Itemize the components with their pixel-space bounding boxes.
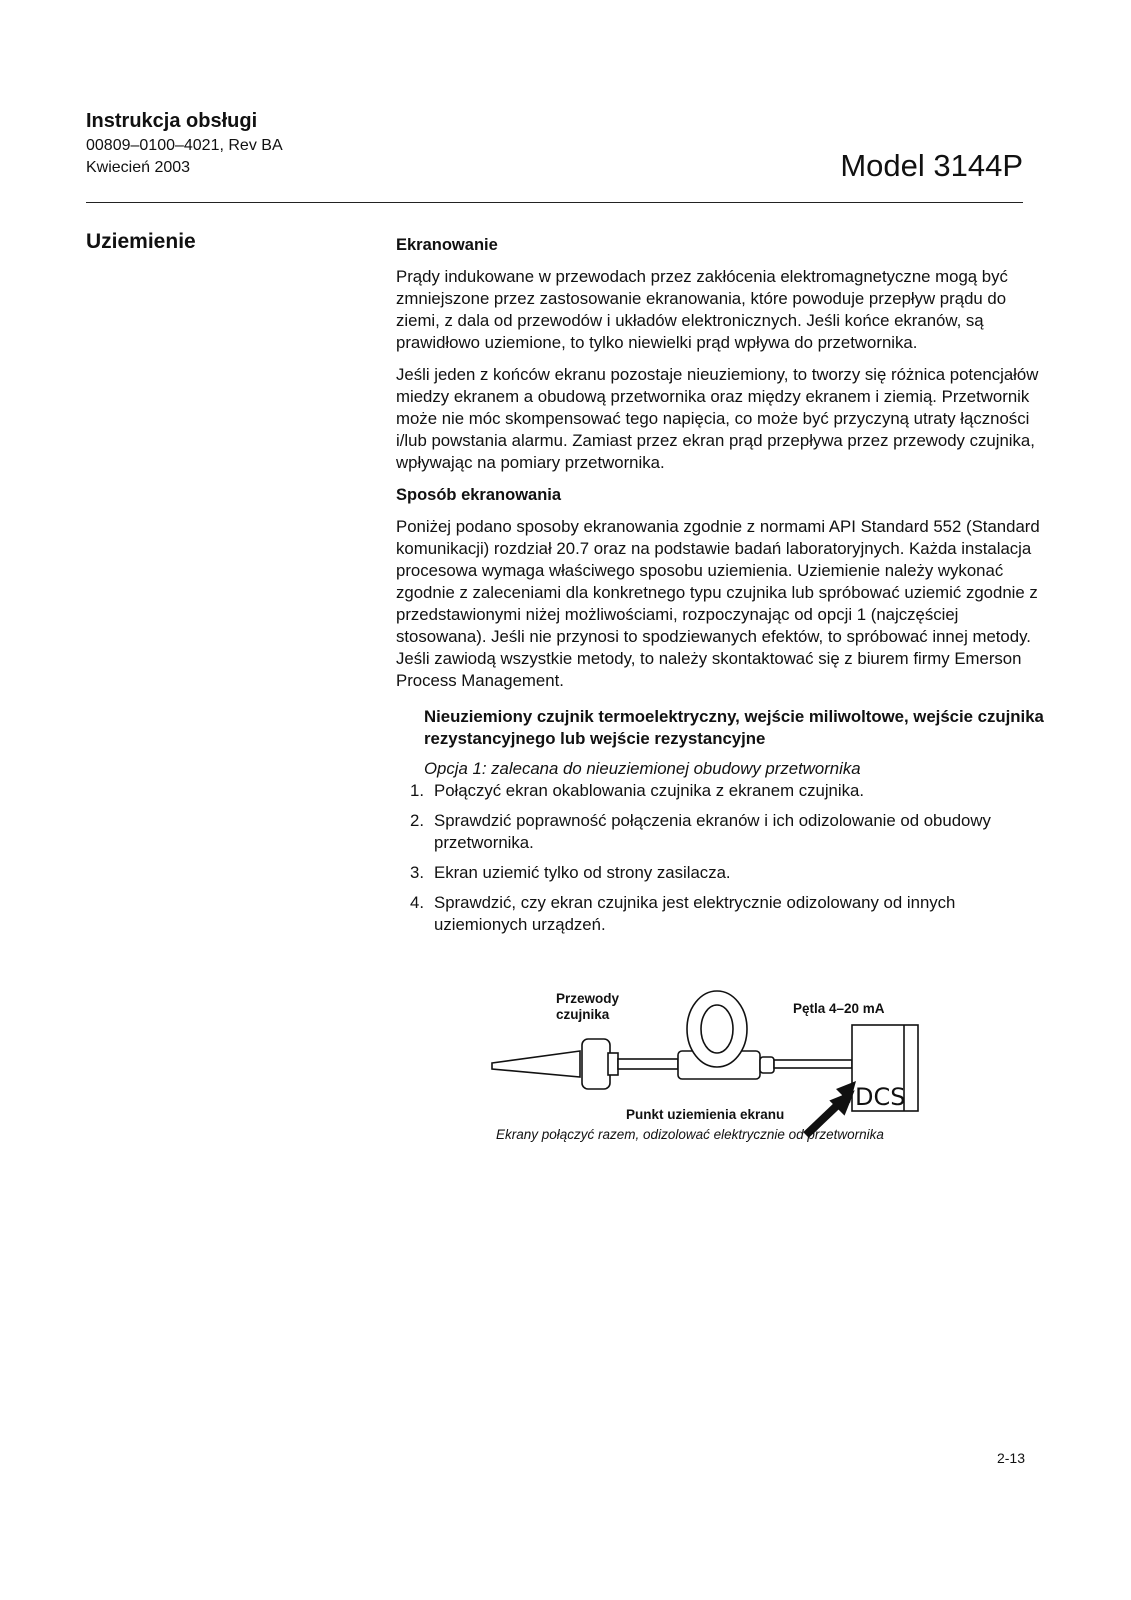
- label-ground-point: Punkt uziemienia ekranu: [626, 1107, 785, 1122]
- label-wires: Przewody czujnika: [556, 991, 620, 1022]
- diagram-caption: Ekrany połączyć razem, odizolować elektrycznie od przetwornika: [496, 1127, 884, 1142]
- sensor-probe: [492, 1051, 580, 1077]
- list-item: 1. Połączyć ekran okablowania czujnika z ekranem czujnika.: [410, 781, 864, 800]
- page-number: 2-13: [996, 1450, 1025, 1466]
- sensor-head: [582, 1039, 610, 1089]
- grounding-diagram: [490, 985, 930, 1145]
- label-loop: Pętla 4–20 mA: [793, 1001, 885, 1016]
- shielding-heading: Ekranowanie: [396, 236, 498, 254]
- header-rule: [86, 202, 1023, 203]
- method-heading: Sposób ekranowania: [396, 486, 562, 504]
- shielding-para-1: Prądy indukowane w przewodach przez zakłócenia elektromagnetyczne mogą być zmniejszone przez zastosowanie ekranowania, które powoduje przepływ prądu do ziemi, z dala od przewodów i układów elektronicznych. Jeśli końce ekranów, są prawidłowo uziemione, to tylko niewielki prąd wpływa do przetwornika.: [396, 267, 1008, 352]
- section-title: Uziemienie: [86, 230, 196, 253]
- shielding-para-2: Jeśli jeden z końców ekranu pozostaje nieuziemiony, to tworzy się różnica potencjałów miedzy ekranem a obudową przetwornika oraz między ekranem i ziemią. Przetwornik może nie móc skompensować tego napięcia, co może być przyczyną utraty łączności i/lub powstania alarmu. Zamiast przez ekran prąd przepływa przez przewody czujnika, wpływając na pomiary przetwornika.: [396, 365, 1039, 472]
- list-item: 2. Sprawdzić poprawność połączenia ekranów i ich odizolowanie od obudowy przetwornika.: [410, 811, 991, 852]
- list-item: 4. Sprawdzić, czy ekran czujnika jest elektrycznie odizolowany od innych uziemionych urządzeń.: [410, 893, 956, 934]
- doc-number: 00809–0100–4021, Rev BA: [86, 137, 283, 154]
- header-title: Instrukcja obsługi: [86, 110, 258, 132]
- model-name: Model 3144P: [840, 148, 1023, 183]
- list-item: 3. Ekran uziemić tylko od strony zasilacza.: [410, 863, 731, 882]
- method-para: Poniżej podano sposoby ekranowania zgodnie z normami API Standard 552 (Standard komunikacji) rozdział 20.7 oraz na podstawie badań laboratoryjnych. Każda instalacja procesowa wymaga właściwego sposobu uziemienia. Uziemienie należy wykonać zgodnie z zaleceniami dla konkretnego typu czujnika lub spróbować uziemić zgodnie z przedstawionymi niżej możliwościami, rozpoczynając od opcji 1 (najczęściej stosowana). Jeśli nie przynosi to spodziewanych efektów, to spróbować innej metody. Jeśli zawiodą wszystkie metody, to należy skontaktować się z biurem firmy Emerson Process Management.: [396, 517, 1040, 690]
- steps-list: [410, 780, 1048, 936]
- label-dcs: DCS: [855, 1083, 906, 1111]
- option-label: Opcja 1: zalecana do nieuziemionej obudowy przetwornika: [424, 759, 861, 778]
- main-content: [396, 234, 1048, 944]
- doc-date: Kwiecień 2003: [86, 159, 191, 176]
- ungrounded-block: [424, 706, 1048, 780]
- ungrounded-heading: Nieuziemiony czujnik termoelektryczny, wejście miliwoltowe, wejście czujnika rezystancyjnego lub wejście rezystancyjne: [424, 707, 1044, 748]
